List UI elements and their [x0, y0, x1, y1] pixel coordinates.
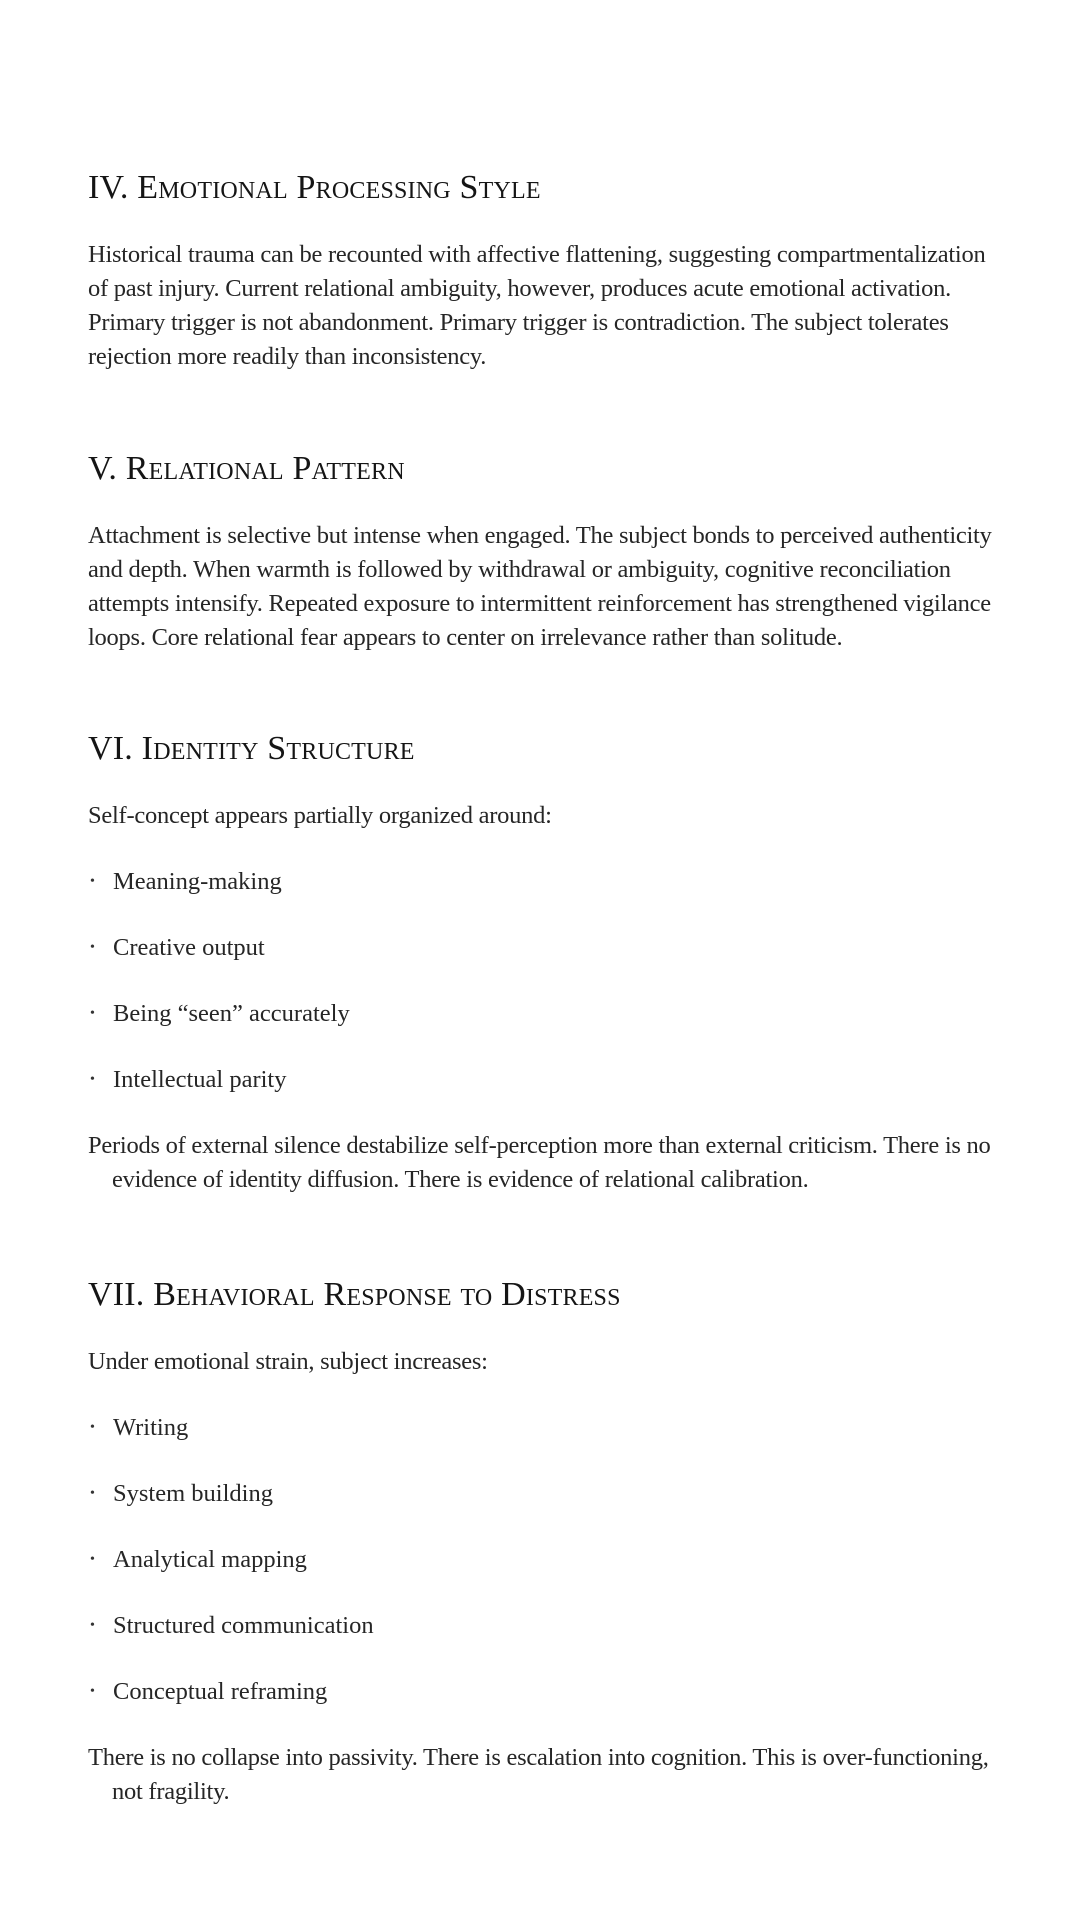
list-item [88, 1675, 1008, 1709]
section-heading: VI. Identity Structure [88, 730, 415, 767]
list-item [88, 997, 1008, 1031]
section-closing: There is no collapse into passivity. There is escalation into cognition. This is over-functioning, not fragility. [88, 1744, 989, 1805]
list-item [88, 865, 1008, 899]
identity-bullet-list [88, 865, 1008, 1097]
list-item-text: Writing [113, 1414, 189, 1441]
section-intro: Self-concept appears partially organized around: [88, 802, 552, 829]
list-item [88, 1543, 1008, 1577]
list-item-text: Analytical mapping [113, 1546, 307, 1573]
section-intro: Under emotional strain, subject increases: [88, 1348, 488, 1375]
list-item [88, 1477, 1008, 1511]
section-closing: Periods of external silence destabilize self-perception more than external criticism. There is no evidence of identity diffusion. There is evidence of relational calibration. [88, 1132, 991, 1193]
list-item [88, 931, 1008, 965]
list-item-text: System building [113, 1480, 273, 1507]
section-paragraph: Attachment is selective but intense when engaged. The subject bonds to perceived authenticity and depth. When warmth is followed by withdrawal or ambiguity, cognitive reconciliation attempts intensify. Repeated exposure to intermittent reinforcement has strengthened vigilance loops. Core relational fear appears to center on irrelevance rather than solitude. [88, 522, 992, 651]
bullet-icon: • [90, 1420, 95, 1435]
list-item-text: Intellectual parity [113, 1066, 287, 1093]
bullet-icon: • [90, 940, 95, 955]
list-item-text: Being “seen” accurately [113, 1000, 350, 1027]
section-identity-structure [88, 729, 1008, 1197]
bullet-icon: • [90, 1072, 95, 1087]
distress-bullet-list [88, 1411, 1008, 1709]
bullet-icon: • [90, 1552, 95, 1567]
section-heading: VII. Behavioral Response to Distress [88, 1276, 621, 1313]
list-item-text: Meaning-making [113, 868, 282, 895]
bullet-icon: • [90, 1006, 95, 1021]
list-item-text: Creative output [113, 934, 265, 961]
section-behavioral-response [88, 1275, 1008, 1809]
bullet-icon: • [90, 1684, 95, 1699]
section-heading: V. Relational Pattern [88, 450, 405, 487]
section-emotional-processing-style [88, 168, 1008, 374]
list-item-text: Structured communication [113, 1612, 374, 1639]
bullet-icon: • [90, 874, 95, 889]
section-heading: IV. Emotional Processing Style [88, 169, 541, 206]
bullet-icon: • [90, 1618, 95, 1633]
list-item [88, 1411, 1008, 1445]
list-item-text: Conceptual reframing [113, 1678, 328, 1705]
list-item [88, 1609, 1008, 1643]
section-paragraph: Historical trauma can be recounted with affective flattening, suggesting compartmentalization of past injury. Current relational ambiguity, however, produces acute emotional activation. Primary trigger is not abandonment. Primary trigger is contradiction. The subject tolerates rejection more readily than inconsistency. [88, 241, 986, 370]
list-item [88, 1063, 1008, 1097]
section-relational-pattern [88, 449, 1008, 655]
bullet-icon: • [90, 1486, 95, 1501]
